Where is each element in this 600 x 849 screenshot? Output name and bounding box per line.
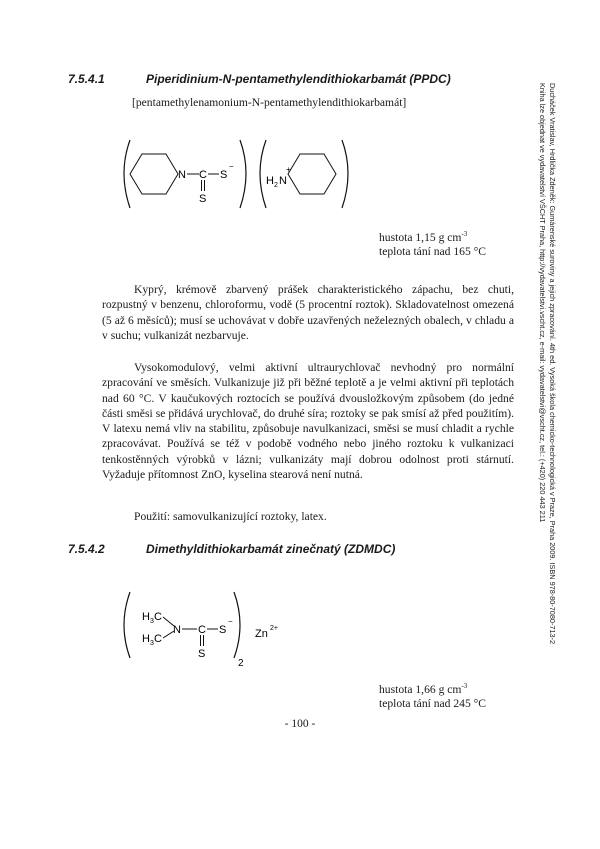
zdmdc-n-atom: N — [173, 624, 181, 636]
ppdc-s-double-atom: S — [199, 193, 207, 205]
zdmdc-stoichiometry: 2 — [238, 658, 244, 669]
piperidinium-n-atom: N — [279, 175, 287, 187]
section-title: Piperidinium-N-pentamethylendithiokarbamát (PPDC) — [146, 72, 451, 86]
section-heading-zdmdc — [68, 542, 395, 556]
zinc-charge: 2+ — [270, 625, 278, 632]
zdmdc-density: hustota 1,66 g $cm^{-3}$ — [379, 682, 468, 696]
page-number: - 100 - — [284, 718, 316, 730]
zdmdc-c-atom: C — [198, 624, 206, 636]
methyl-top-c: C — [154, 611, 162, 623]
section-title: Dimethyldithiokarbamát zinečnatý (ZDMDC) — [146, 542, 396, 556]
ppdc-application-paragraph: Použití: samovulkanizující roztoky, latex. — [134, 510, 327, 523]
citation-line-1: Ducháček Vratislav, Hrdlička Zdeněk: Gumárenské suroviny a jejich zpracování. 4th ed. Vysoká škola chemicko-technologická v Praze, Praha 2009. ISBN 978-80-7080-713-2 — [548, 83, 557, 645]
methyl-top-sub: 3 — [150, 618, 154, 625]
zdmdc-minus-charge: − — [228, 617, 233, 626]
ppdc-s-minus-atom: S — [220, 169, 228, 181]
methyl-top-h: H — [142, 611, 150, 623]
ppdc-melting-point: teplota tání nad 165 °C — [379, 245, 487, 258]
ppdc-density: hustota 1,15 g $cm^{-3}$ — [379, 230, 468, 244]
piperidinium-h2: H — [266, 175, 274, 187]
citation-line-2: Kniha lze objednat ve vydavatelství VŠCHT Praha, http://vydavatelstvi.vscht.cz, e-mail: vydavatelstvi@vscht.cz, tel.: (+420) 220 443 211 — [538, 83, 547, 523]
section-number: 7.5.4.2 — [68, 542, 105, 556]
ppdc-minus-charge: − — [229, 162, 234, 171]
side-citation — [537, 83, 557, 644]
piperidinium-h2-subscript: 2 — [274, 182, 278, 189]
methyl-bottom-h: H — [142, 633, 150, 645]
ppdc-usage-paragraph: Vysokomodulový, velmi aktivní ultraurychlovač nevhodný pro normální zpracování ve směsích. Vulkanizuje již při běžné teplotě a je velmi aktivní při teplotách nad 60 °C. V kaučukových roztocích se používá dvousložkovým způsobem (do jedné části směsi se přidává urychlovač, do druhé síra; roztoky se pak smísí až před použitím). V latexu nemá vliv na stabilitu, způsobuje navulkanizaci, směsi se musí chladit a rychle zpracovávat. Používá se též v podobě vodného nebo jiného roztoku k vulkanizaci tenkostěnných výrobků v lázni; vulkanizáty mají dobrou odolnost proti stárnutí. Vyžaduje přítomnost ZnO, kyselina stearová není nutná. — [102, 361, 514, 482]
section-number: 7.5.4.1 — [68, 72, 105, 86]
zdmdc-s-minus-atom: S — [219, 624, 227, 636]
ppdc-description-paragraph: Kyprý, krémově zbarvený prášek charakteristického zápachu, bez chuti, rozpustný v benzenu, chloroformu, vodě (5 procentní roztok). Skladovatelnost omezená (5 až 6 měsíců); musí se uchovávat v dobře uzavřených neželezných obalech, v chladu a v suchu; vulkanizát nezbarvuje. — [102, 283, 514, 342]
zdmdc-s-double-atom: S — [198, 648, 206, 660]
zinc-ion: Zn — [255, 628, 268, 640]
ppdc-n-atom: N — [178, 169, 186, 181]
piperidinium-plus-charge: + — [286, 165, 291, 174]
zdmdc-melting-point: teplota tání nad 245 °C — [379, 697, 487, 710]
section-heading-ppdc — [68, 72, 451, 86]
methyl-bottom-sub: 3 — [150, 640, 154, 647]
ppdc-c-atom: C — [199, 169, 207, 181]
zdmdc-structure-formula — [118, 590, 298, 670]
alternative-name: [pentamethylenamonium-N-pentamethylendithiokarbamát] — [132, 96, 407, 109]
methyl-bottom-c: C — [154, 633, 162, 645]
ppdc-structure-formula — [118, 138, 358, 218]
